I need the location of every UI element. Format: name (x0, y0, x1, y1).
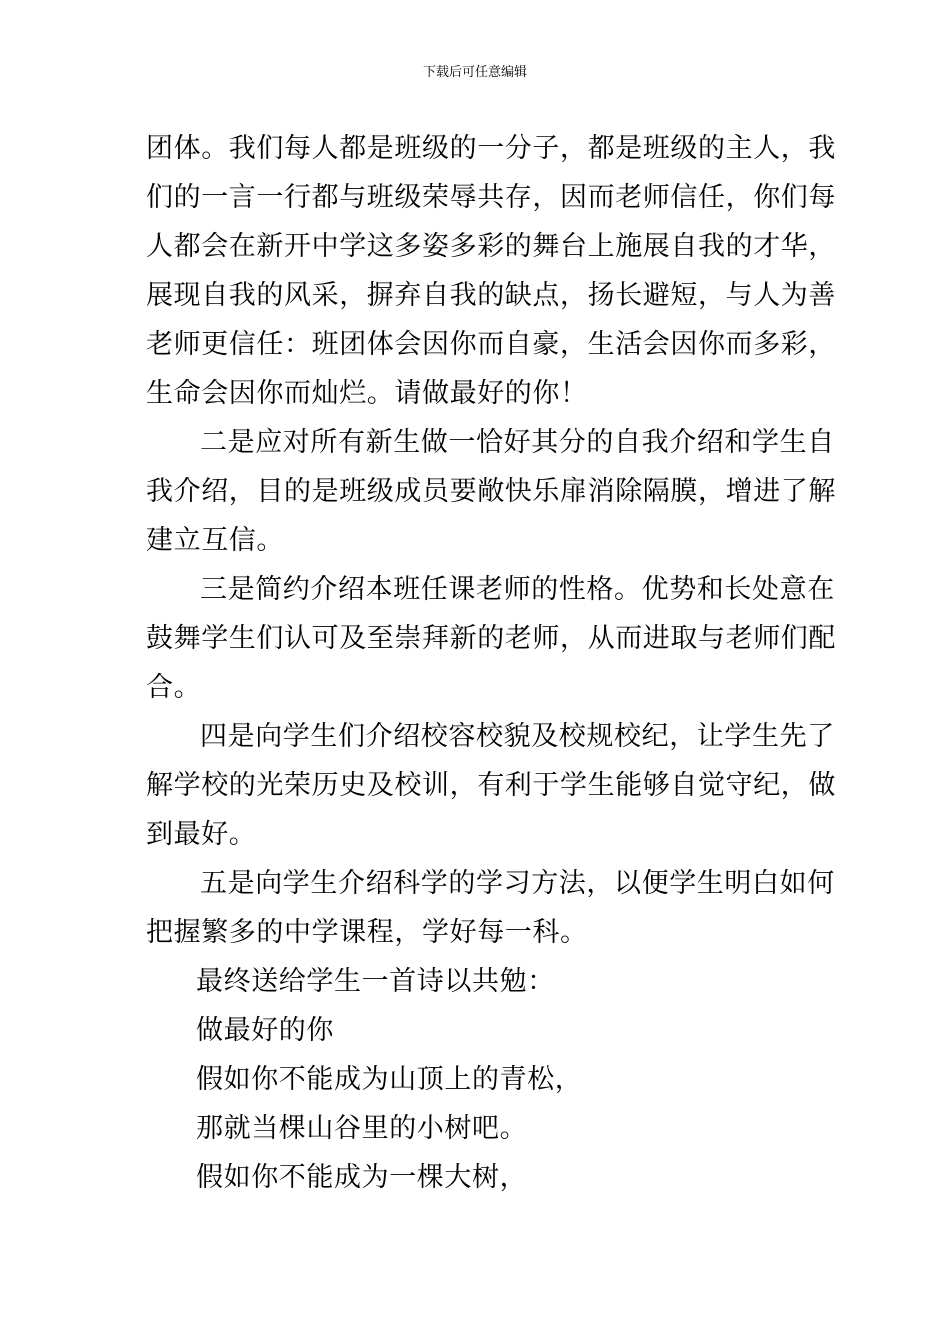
paragraph-3 (146, 565, 836, 712)
text-line: 团体。我们每人都是班级的一分子，都是班级的主人，我 (146, 133, 836, 164)
poem-title: 做最好的你 (196, 1015, 334, 1046)
text-line: 把握繁多的中学课程，学好每一科。 (146, 917, 588, 948)
paragraph-5 (146, 859, 835, 957)
text-line: 老师更信任：班团体会因你而自豪，生活会因你而多彩， (146, 329, 836, 360)
text-line: 解学校的光荣历史及校训，有利于学生能够自觉守纪，做 (146, 770, 836, 801)
poem-line: 假如你不能成为山顶上的青松， (196, 1064, 583, 1095)
text-line: 人都会在新开中学这多姿多彩的舞台上施展自我的才华， (146, 231, 836, 262)
text-line: 五是向学生介绍科学的学习方法，以便学生明白如何 (200, 868, 835, 899)
text-line: 合。 (146, 672, 202, 703)
poem-line: 假如你不能成为一棵大树， (196, 1162, 528, 1193)
text-line: 我介绍，目的是班级成员要敞快乐扉消除隔膜，增进了解 (146, 476, 836, 507)
text-line: 展现自我的风采，摒弃自我的缺点，扬长避短，与人为善 (146, 280, 836, 311)
paragraph-4 (146, 712, 836, 859)
document-body (146, 124, 836, 1202)
text-line: 二是应对所有新生做一恰好其分的自我介绍和学生自 (200, 427, 835, 458)
text-line: 四是向学生们介绍校容校貌及校规校纪，让学生先了 (200, 721, 835, 752)
text-line: 建立互信。 (146, 525, 284, 556)
text-line: 们的一言一行都与班级荣辱共存，因而老师信任，你们每 (146, 182, 836, 213)
paragraph-2 (146, 418, 836, 565)
poem-section (146, 957, 811, 1202)
poem-intro: 最终送给学生一首诗以共勉： (196, 966, 555, 997)
text-line: 鼓舞学生们认可及至崇拜新的老师，从而进取与老师们配 (146, 623, 836, 654)
poem-line: 那就当棵山谷里的小树吧。 (196, 1113, 528, 1144)
text-line: 生命会因你而灿烂。请做最好的你！ (146, 378, 588, 409)
paragraph-1 (146, 124, 836, 418)
page-header: 下载后可任意编辑 (422, 65, 527, 80)
text-line: 三是简约介绍本班任课老师的性格。优势和长处意在 (200, 574, 835, 605)
text-line: 到最好。 (146, 819, 257, 850)
